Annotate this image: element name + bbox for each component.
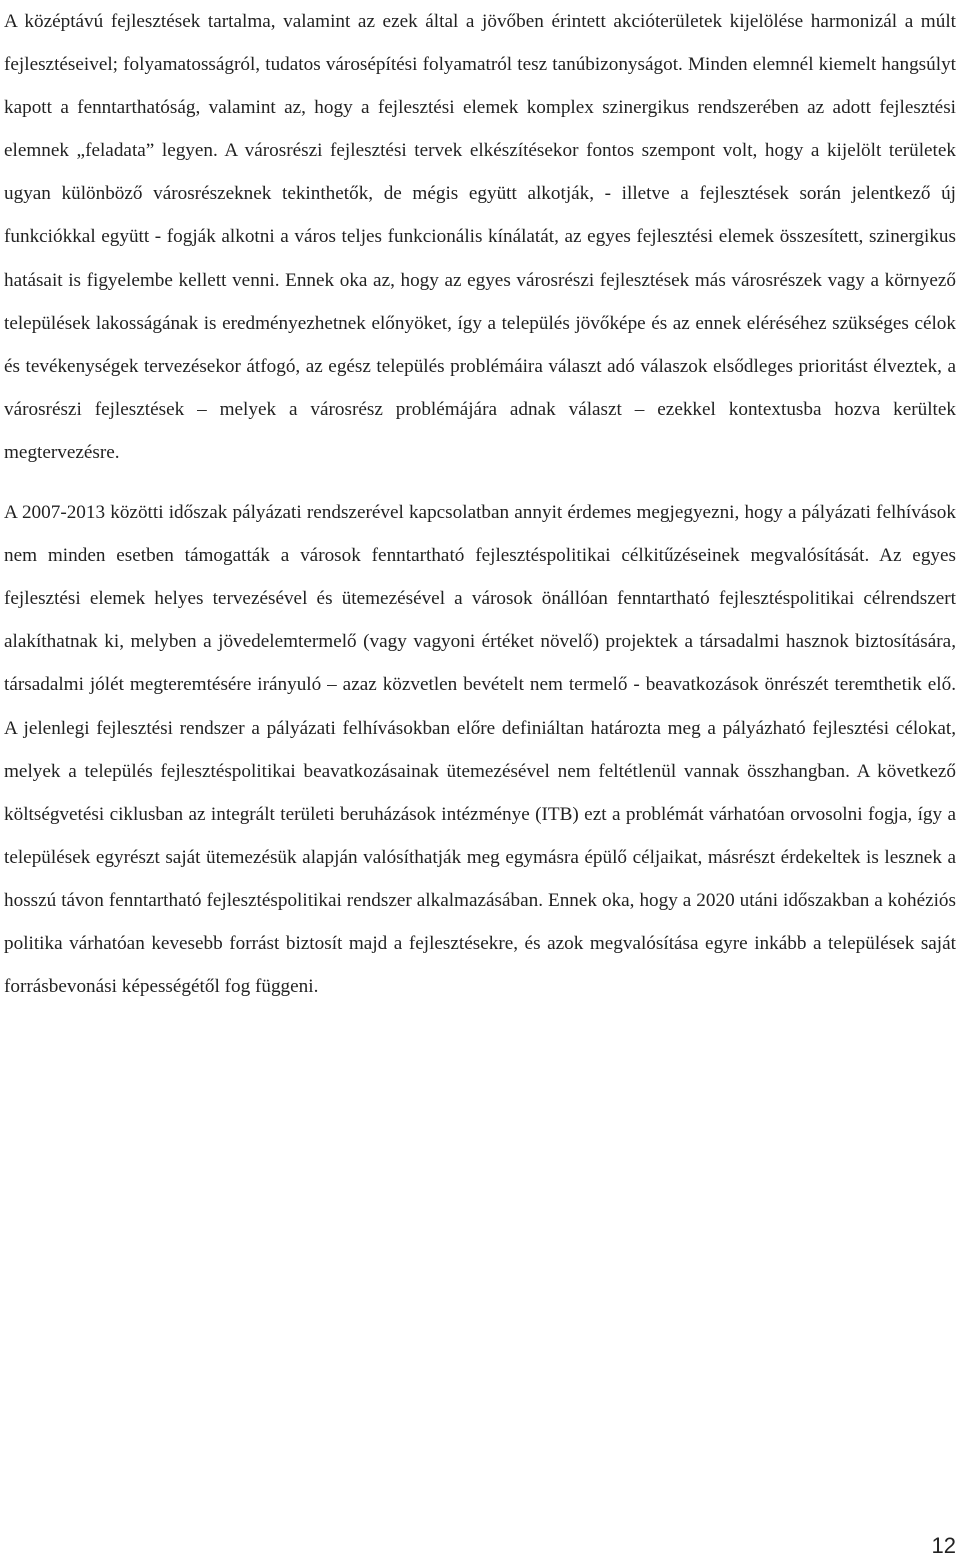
- body-paragraph-1: A középtávú fejlesztések tartalma, valamint az ezek által a jövőben érintett akcióterületek kijelölése harmonizál a múlt fejlesztéseivel; folyamatosságról, tudatos városépítési folyamatról tesz tanúbizonyságot. Minden elemnél kiemelt hangsúlyt kapott a fenntarthatóság, valamint az, hogy a fejlesztési elemek komplex szinergikus rendszerében az adott fejlesztési elemnek „feladata” legyen. A városrészi fejlesztési tervek elkészítésekor fontos szempont volt, hogy a kijelölt területek ugyan különböző városrészeknek tekinthetők, de mégis együtt alkotják, - illetve a fejlesztések során jelentkező új funkciókkal együtt - fogják alkotni a város teljes funkcionális kínálatát, az egyes fejlesztési elemek összesített, szinergikus hatásait is figyelembe kellett venni. Ennek oka az, hogy az egyes városrészi fejlesztések más városrészek vagy a környező települések lakosságának is eredményezhetnek előnyöket, így a település jövőképe és az ennek eléréséhez szükséges célok és tevékenységek tervezésekor átfogó, az egész település problémáira választ adó válaszok elsődleges prioritást élveztek, a városrészi fejlesztések – melyek a városrész problémájára adnak választ – ezekkel kontextusba hozva kerültek megtervezésre.: [4, 11, 956, 463]
- page-number: 12: [931, 1533, 956, 1558]
- document-page: [4, 0, 956, 1008]
- body-paragraph-2: A 2007-2013 közötti időszak pályázati rendszerével kapcsolatban annyit érdemes megjegyezni, hogy a pályázati felhívások nem minden esetben támogatták a városok fenntartható fejlesztéspolitikai célkitűzéseinek megvalósítását. Az egyes fejlesztési elemek helyes tervezésével és ütemezésével a városok önállóan fenntartható fejlesztéspolitikai célrendszert alakíthatnak ki, melyben a jövedelemtermelő (vagy vagyoni értéket növelő) projektek a társadalmi hasznok biztosítására, társadalmi jólét megteremtésére irányuló – azaz közvetlen bevételt nem termelő - beavatkozások önrészét teremthetik elő. A jelenlegi fejlesztési rendszer a pályázati felhívásokban előre definiáltan határozta meg a pályázható fejlesztési célokat, melyek a település fejlesztéspolitikai beavatkozásainak ütemezésével nem feltétlenül vannak összhangban. A következő költségvetési ciklusban az integrált területi beruházások intézménye (ITB) ezt a problémát várhatóan orvosolni fogja, így a települések egyrészt saját ütemezésük alapján valósíthatják meg egymásra épülő céljaikat, másrészt érdekeltek is lesznek a hosszú távon fenntartható fejlesztéspolitikai rendszer alkalmazásában. Ennek oka, hogy a 2020 utáni időszakban a kohéziós politika várhatóan kevesebb forrást biztosít majd a fejlesztésekre, és azok megvalósítása egyre inkább a települések saját forrásbevonási képességétől fog függeni.: [4, 502, 956, 998]
